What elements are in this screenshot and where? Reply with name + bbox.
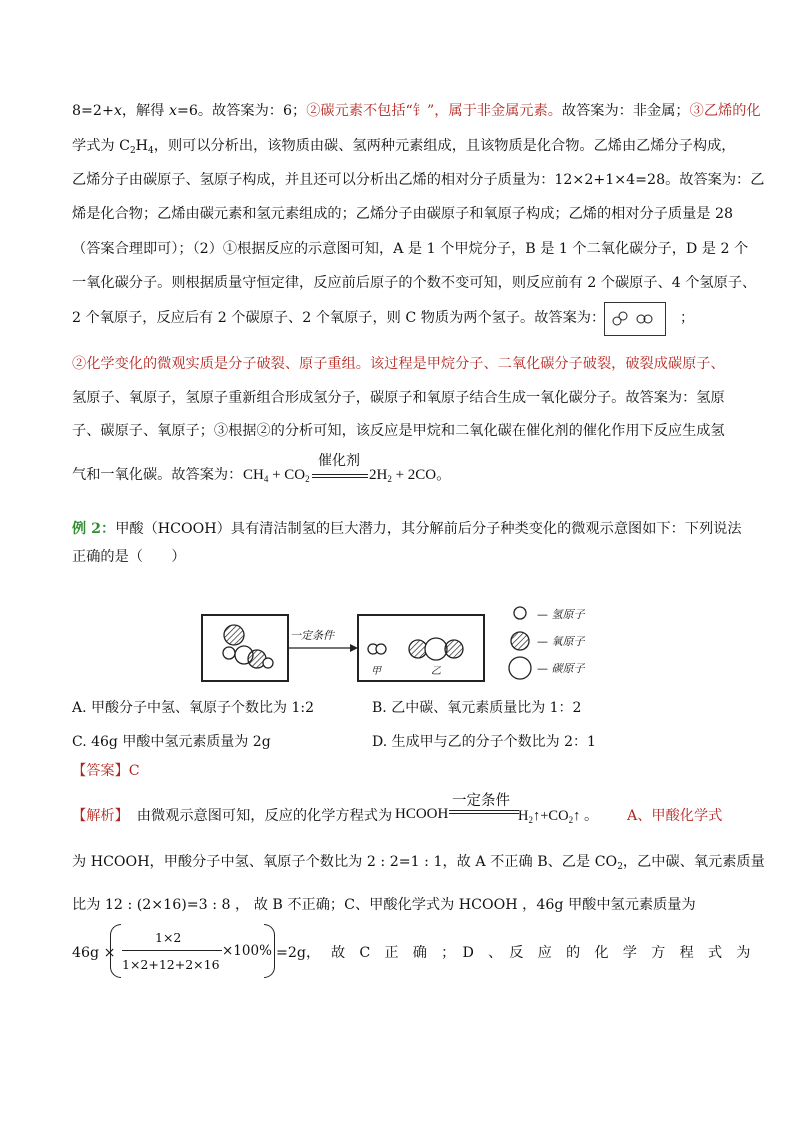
- analysis-equation-left: HCOOH: [395, 806, 449, 822]
- legend-carbon-label: — 碳原子: [537, 662, 585, 675]
- fraction-paren-left: [110, 924, 121, 978]
- option-b: B. 乙中碳、氧元素质量比为 1：2: [372, 700, 582, 716]
- option-c: C. 46g 甲酸中氢元素质量为 2g: [72, 734, 271, 750]
- option-d: D. 生成甲与乙的分子个数比为 2：1: [372, 734, 596, 750]
- analysis-line-1: 【解析】 由微观示意图可知，反应的化学方程式为: [72, 808, 393, 824]
- analysis-line-1-end: A、甲酸化学式: [627, 808, 723, 824]
- analysis-line-4-result: =2g，: [276, 945, 321, 961]
- para-line-2: 学式为 $C_2H_4$，则可以分析出，该物质由碳、氢两种元素组成，且该物质是化合物。乙烯由乙烯分子构成，: [72, 138, 736, 156]
- legend-oxygen-icon: [511, 632, 529, 650]
- para-line-1: 8=2+x，解得 x=6。故答案为：6；②碳元素不包括“钅”，属于非金属元素。故答案为：非金属；③乙烯的化: [72, 103, 761, 119]
- analysis-equation-condition: 一定条件: [452, 793, 510, 809]
- legend-carbon-icon: [509, 657, 531, 679]
- para-line-6: 一氧化碳分子。则根据质量守恒定律，反应前后原子的个数不变可知，则反应前有 2 个碳原子、4 个氢原子、: [72, 275, 757, 291]
- fraction-paren-right: [264, 924, 275, 978]
- analysis-equation-right: $H_2↑+CO_2↑$ 。: [518, 808, 599, 825]
- para-line-7-end: ；: [680, 310, 695, 326]
- para-line-10: 子、碳原子、氧原子；③根据②的分析可知，该反应是甲烷和二氧化碳在催化剂的催化作用下反应生成氢: [72, 423, 725, 439]
- equation-1-bar-bottom: [312, 477, 368, 478]
- carbon-dioxide-molecule-yi: [409, 638, 463, 660]
- analysis-line-4-rest: 故 C 正 确 ； D 、 反 应 的 化 学 方 程 式 为: [331, 945, 751, 961]
- legend-hydrogen-label: — 氢原子: [537, 608, 585, 621]
- para-line-11: 气和一氧化碳。故答案为：: [72, 467, 243, 483]
- equation-1-bar-top: [312, 474, 368, 475]
- legend-oxygen-label: — 氧原子: [537, 635, 585, 648]
- formic-acid-molecule: [223, 625, 273, 668]
- legend-hydrogen-icon: [514, 607, 526, 619]
- equation-1-left: $CH_4 + CO_2$: [243, 467, 310, 484]
- example-2-line-2: 正确的是（ ）: [72, 549, 186, 565]
- para-line-4: 烯是化合物；乙烯由碳元素和氢元素组成的；乙烯分子由碳原子和氧原子构成；乙烯的相对分子质量是 28: [72, 206, 734, 222]
- para-line-5: （答案合理即可）；（2）①根据反应的示意图可知，A 是 1 个甲烷分子，B 是 1 个二氧化碳分子，D 是 2 个: [72, 241, 749, 257]
- para-line-3: 乙烯分子由碳原子、氢原子构成，并且还可以分析出乙烯的相对分子质量为：12×2+1×4=28。故答案为：乙: [72, 172, 765, 188]
- para-line-8: ②化学变化的微观实质是分子破裂、原子重组。该过程是甲烷分子、二氧化碳分子破裂，破裂成碳原子、: [72, 356, 725, 372]
- option-a: A. 甲酸分子中氢、氧原子个数比为 1:2: [72, 700, 314, 716]
- analysis-line-3: 比为 12 : (2×16)=3 : 8 ， 故 B 不正确；C、甲酸化学式为 HCOOH ，46g 甲酸中氢元素质量为: [72, 897, 696, 913]
- analysis-line-4-prefix: 46g ×: [72, 945, 116, 961]
- answer-line: 【答案】C: [72, 763, 140, 779]
- example-2-line-1: 例 2：甲酸（HCOOH）具有清洁制氢的巨大潜力，其分解前后分子种类变化的微观示意图如下：下列说法: [72, 521, 742, 537]
- label-yi: 乙: [431, 666, 441, 677]
- analysis-equation-bar-bottom: [449, 813, 519, 814]
- label-jia: 甲: [371, 666, 381, 677]
- para-line-7: 2 个氧原子，反应后有 2 个碳原子、2 个氧原子，则 C 物质为两个氢子。故答案为：: [72, 310, 606, 326]
- fraction-bar: [122, 950, 222, 951]
- hydrogen-molecules-icon: [605, 303, 665, 335]
- equation-1-right: $2H_2 + 2CO$。: [369, 467, 452, 484]
- analysis-line-2: 为 HCOOH，甲酸分子中氢、氧原子个数比为 2 : 2=1 : 1，故 A 不正确 B、乙是 $CO_2$，乙中碳、氧元素质量: [72, 854, 765, 872]
- arrow-condition-label: 一定条件: [290, 629, 334, 642]
- para-line-9: 氢原子、氧原子，氢原子重新组合形成氢分子，碳原子和氧原子结合生成一氧化碳分子。故答案为：氢原: [72, 390, 725, 406]
- equation-1-condition: 催化剂: [318, 453, 360, 469]
- fraction-percent: ×100%: [222, 943, 272, 959]
- fraction-numerator: 1×2: [155, 930, 182, 945]
- hydrogen-molecule-answer-box: [604, 302, 666, 336]
- fraction-denominator: 1×2+12+2×16: [122, 957, 220, 972]
- hydrogen-molecule-jia: [368, 644, 386, 654]
- analysis-equation-bar-top: [449, 810, 519, 811]
